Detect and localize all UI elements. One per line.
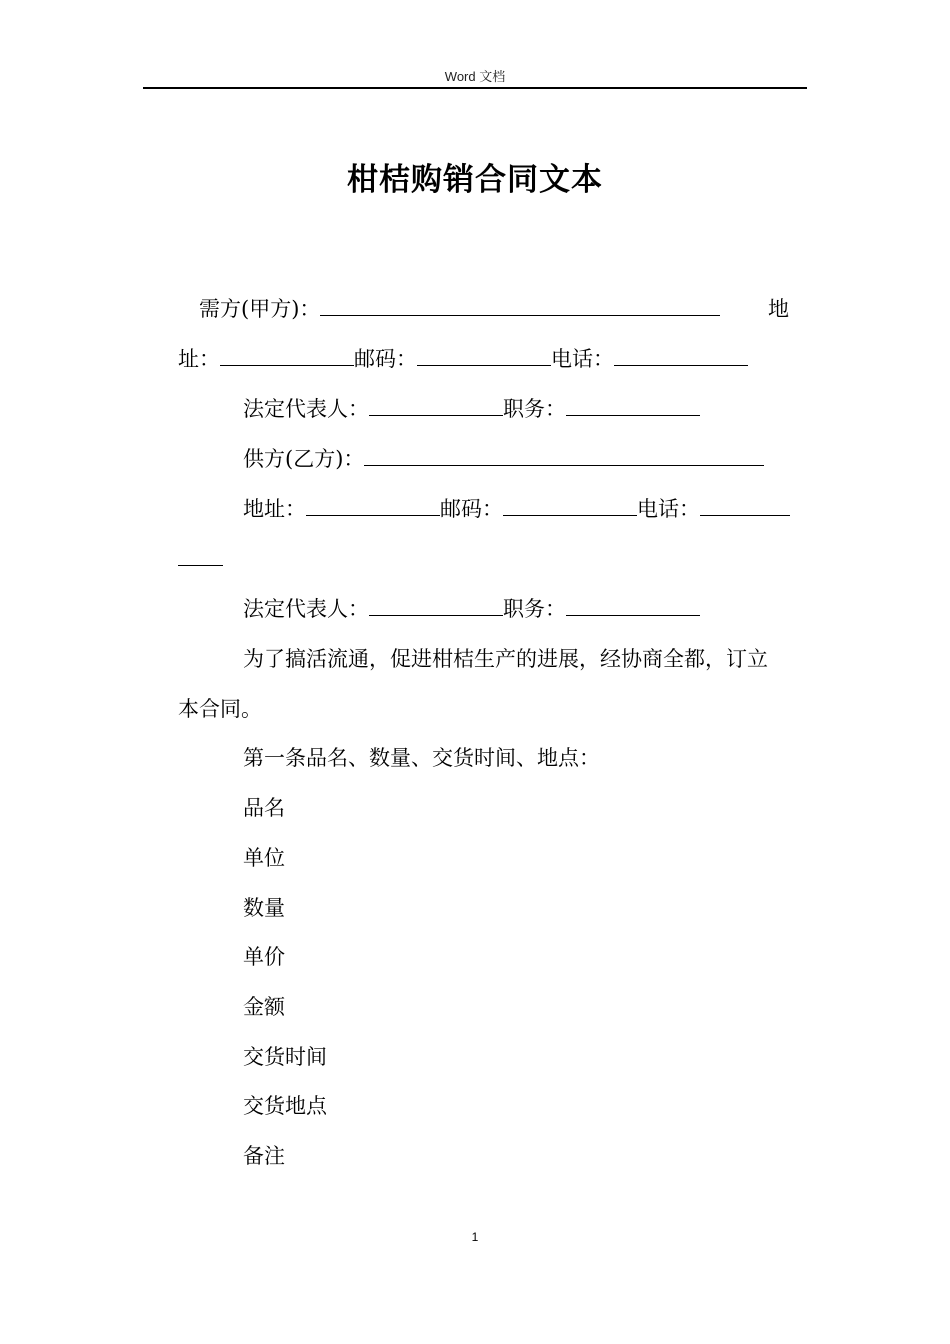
article-1-item: 单位: [243, 846, 285, 870]
party-b-zip-blank: [503, 495, 637, 516]
party-a-address-tail: 地: [768, 297, 789, 321]
party-a-rep-line: [243, 394, 700, 424]
party-b-label: 供方(乙方)：: [243, 447, 365, 471]
party-a-position-label: 职务：: [503, 397, 566, 421]
party-a-zip-blank: [417, 345, 551, 366]
party-b-rep-label: 法定代表人：: [243, 597, 369, 621]
party-b-phone-blank-cont: [178, 545, 223, 566]
intro-paragraph-line-1: 为了搞活流通，促进柑桔生产的进展，经协商全都，订立: [243, 647, 768, 671]
page-number: 1: [471, 1230, 479, 1244]
page-header: Word 文档: [444, 69, 506, 84]
party-b-phone-label: 电话：: [637, 497, 700, 521]
party-a-line: [199, 294, 720, 324]
party-a-label: 需方(甲方)：: [199, 297, 321, 321]
party-b-zip-label: 邮码：: [440, 497, 503, 521]
party-b-line: [243, 444, 764, 474]
document-title: 柑桔购销合同文本: [347, 162, 603, 198]
article-1-item: 交货时间: [243, 1045, 327, 1069]
party-b-position-label: 职务：: [503, 597, 566, 621]
party-b-rep-blank: [369, 595, 503, 616]
party-a-position-blank: [566, 395, 700, 416]
party-a-phone-label: 电话：: [551, 347, 614, 371]
party-a-name-blank: [320, 295, 720, 316]
party-b-address-line: [243, 494, 790, 524]
article-1-item: 品名: [243, 796, 285, 820]
party-b-name-blank: [364, 445, 764, 466]
party-b-rep-line: [243, 594, 700, 624]
article-1-item: 数量: [243, 896, 285, 920]
article-1-item: 单价: [243, 945, 285, 969]
party-b-address-blank: [306, 495, 440, 516]
party-a-rep-blank: [369, 395, 503, 416]
party-b-phone-blank: [700, 495, 790, 516]
party-a-address-line: [178, 344, 748, 374]
party-a-address-label: 址：: [178, 347, 220, 371]
party-a-rep-label: 法定代表人：: [243, 397, 369, 421]
party-b-position-blank: [566, 595, 700, 616]
intro-paragraph-line-2: 本合同。: [178, 697, 262, 721]
article-1-item: 金额: [243, 995, 285, 1019]
article-1-heading: 第一条品名、数量、交货时间、地点：: [243, 746, 600, 770]
party-b-phone-blank-cont-line: [178, 544, 223, 574]
party-b-address-label: 地址：: [243, 497, 306, 521]
party-a-address-blank: [220, 345, 354, 366]
party-a-phone-blank: [614, 345, 748, 366]
party-a-zip-label: 邮码：: [354, 347, 417, 371]
article-1-item: 备注: [243, 1144, 285, 1168]
header-rule: [143, 87, 807, 89]
article-1-item: 交货地点: [243, 1094, 327, 1118]
